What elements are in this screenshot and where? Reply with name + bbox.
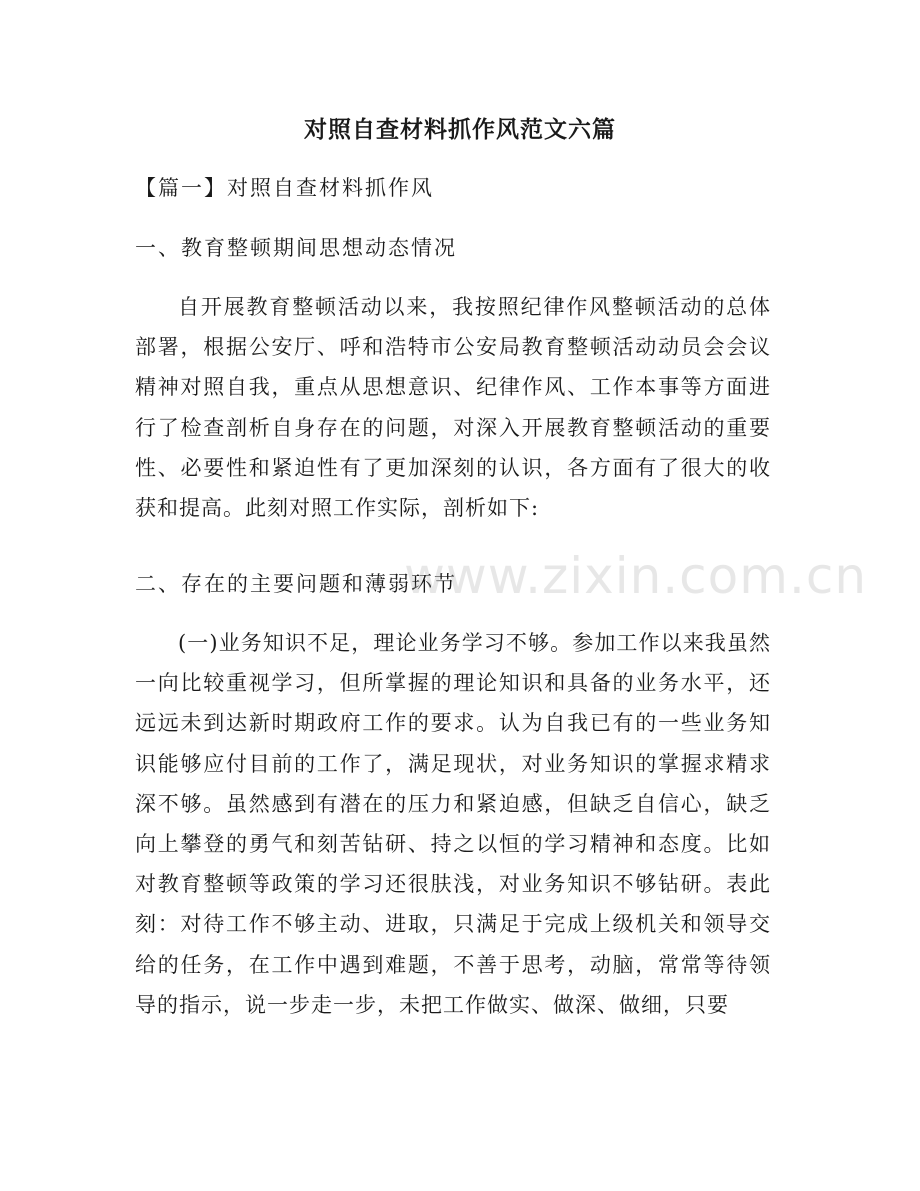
watermark-text: www.zixin.com.cn: [404, 547, 868, 605]
paragraph-overview: 自开展教育整顿活动以来，我按照纪律作风整顿活动的总体部署，根据公安厅、呼和浩特市公安局教育整顿活动动员会会议精神对照自我，重点从思想意识、纪律作风、工作本事等方面进行了检查剖析自身存在的问题，对深入开展教育整顿活动的重要性、必要性和紧迫性有了更加深刻的认识，各方面有了很大的收获和提高。此刻对照工作实际，剖析如下:: [135, 295, 771, 521]
heading-thought-dynamics: 一、教育整顿期间思想动态情况: [135, 236, 457, 260]
heading-main-problems: 二、存在的主要问题和薄弱环节: [135, 572, 457, 596]
paragraph-business-knowledge: (一)业务知识不足，理论业务学习不够。参加工作以来我虽然一向比较重视学习，但所掌握的理论知识和具备的业务水平，还远远未到达新时期政府工作的要求。认为自我已有的一些业务知识能够应付目前的工作了，满足现状，对业务知识的掌握求精求深不够。虽然感到有潜在的压力和紧迫感，但缺乏自信心，缺乏向上攀登的勇气和刻苦钻研、持之以恒的学习精神和态度。比如对教育整顿等政策的学习还很肤浅，对业务知识不够钻研。表此刻：对待工作不够主动、进取，只满足于完成上级机关和领导交给的任务，在工作中遇到难题，不善于思考，动脑，常常等待领导的指示，说一步走一步，未把工作做实、做深、做细，只要: [135, 631, 771, 1017]
document-title: 对照自查材料抓作风范文六篇: [304, 116, 616, 143]
section-heading: 【篇一】对照自查材料抓作风: [135, 176, 434, 200]
